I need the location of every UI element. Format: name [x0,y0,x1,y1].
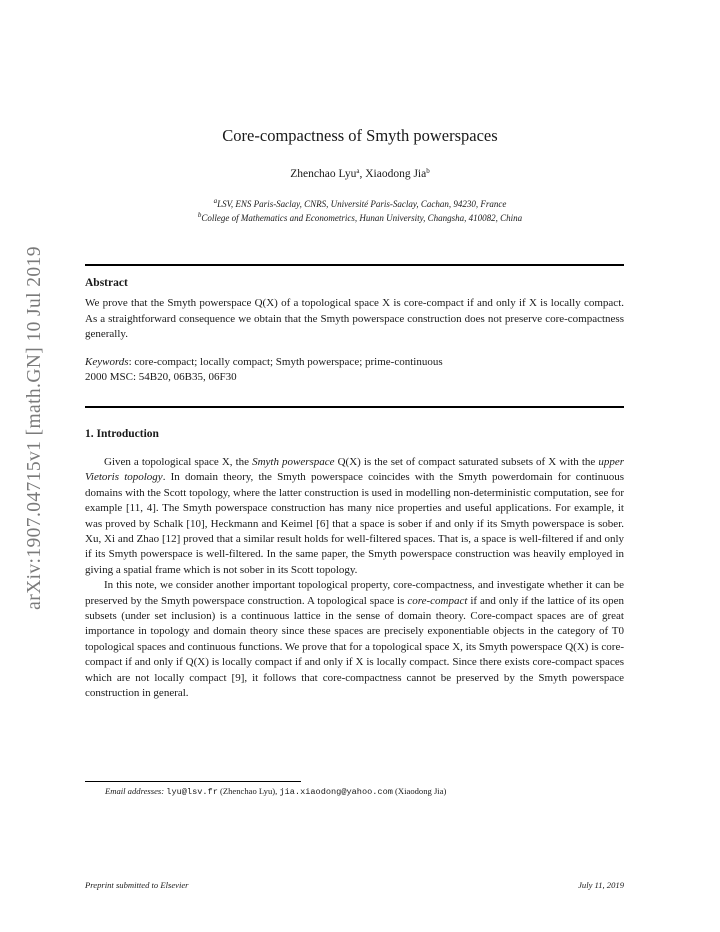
abstract-bottom-rule [85,406,624,408]
introduction-heading-block [85,427,624,442]
author-line: Zhenchao Lyu$^a$, Xiaodong Jia$^b$ [290,167,430,180]
intro-paragraph-1: Given a topological space X, the Smyth powerspace Q(X) is the set of compact saturated subsets of X with the upper Vietoris topology. In domain theory, the Smyth powerspace coincides with the Smyth powerdomain for continuous domains with the Scott topology, where the latter construction is used in modelling non-deterministic computation, see for example [11, 4]. The Smyth powerspace construction has many nice properties and useful applications. For example, it was proved by Schalk [10], Heckmann and Keimel [6] that a space is sober if and only if its Smyth powerspace is sober. Xu, Xi and Zhao [12] proved that a similar result holds for well-filtered spaces. That is, a space is well-filtered if and only if its Smyth powerspace is well-filtered. In the same paper, the Smyth powerspace construction was heavily employed in giving a spatial frame which is not sober in its Scott topology. [85,456,625,576]
affiliations [0,197,720,225]
author-name: Zhenchao Lyu [290,168,357,180]
author-name: Xiaodong Jia [365,168,427,180]
arxiv-watermark [18,212,52,644]
intro-paragraph-2: In this note, we consider another important topological property, core-compactness, and investigate whether it can be preserved by the Smyth powerspace construction. A topological space is core-compact if and only if the lattice of its open subsets (under set inclusion) is a continuous lattice in the sense of domain theory. Core-compact spaces are of great importance in topology and domain theory since these spaces are precisely exponentiable objects in the category of T0 topological spaces and continuous functions. We prove that for a topological space X, its Smyth powerspace Q(X) is core-compact if and only if Q(X) is locally compact if and only if X is locally compact. Since there exists core-compact spaces which are not locally compact [9], it follows that core-compactness cannot be preserved by the Smyth powerspace construction in general. [85,579,624,700]
footnote-emails: Email addresses: lyu@lsv.fr (Zhenchao Lyu), jia.xiaodong@yahoo.com (Xiaodong Jia) [105,786,447,797]
arxiv-id: arXiv:1907.04715v1 [math.GN] 10 Jul 2019 [24,246,45,610]
author-mark: b [426,167,430,175]
footer-date: July 11, 2019 [578,880,624,890]
abstract-section [85,276,624,385]
email-link[interactable]: lyu@lsv.fr [166,787,218,797]
affiliation-a: $^a$LSV, ENS Paris-Saclay, CNRS, Université Paris-Saclay, Cachan, 94230, France [213,197,507,209]
paper-title: Core-compactness of Smyth powerspaces [222,126,498,145]
footnote-label: Email addresses: [105,786,165,796]
affiliation-b: $^b$College of Mathematics and Econometrics, Hunan University, Changsha, 410082, China [197,211,523,223]
email-link[interactable]: jia.xiaodong@yahoo.com [279,787,393,797]
keywords-text: : core-compact; locally compact; Smyth powerspace; prime-continuous [128,355,443,368]
abstract-top-rule [85,264,624,266]
keywords-line [85,355,624,370]
msc-line: 2000 MSC: 54B20, 06B35, 06F30 [85,371,237,384]
abstract-text: We prove that the Smyth powerspace Q(X) of a topological space X is core-compact if and only if X is locally compact. As a straightforward consequence we obtain that the Smyth powerspace construction does not preserve core-compactness generally. [85,297,624,341]
footnote-rule [85,781,301,782]
introduction-body [85,455,624,702]
keywords-label: Keywords [85,355,129,368]
abstract-heading: Abstract [85,277,128,289]
footer-preprint: Preprint submitted to Elsevier [85,880,189,890]
author-mark: a [356,167,360,175]
section-heading: 1. Introduction [85,428,159,440]
